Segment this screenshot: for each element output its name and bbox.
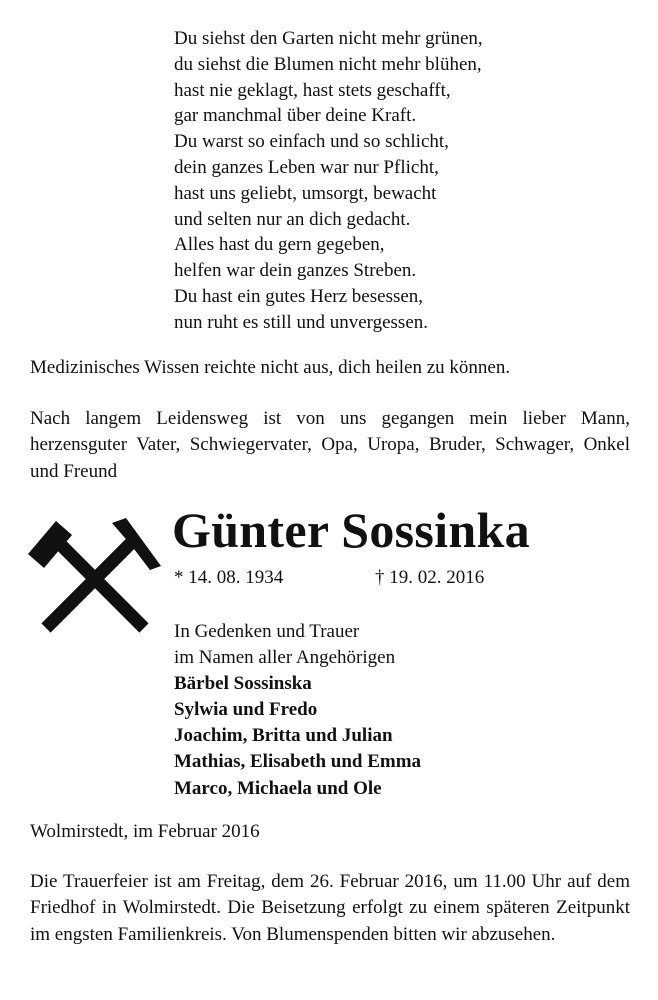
- family-member: Mathias, Elisabeth und Emma: [174, 751, 422, 773]
- birth-date: * 14. 08. 1934: [174, 567, 284, 588]
- poem-line: gar manchmal über deine Kraft.: [174, 105, 417, 127]
- family-member: Marco, Michaela und Ole: [174, 777, 382, 799]
- funeral-information: Die Trauerfeier ist am Freitag, dem 26. Februar 2016, um 11.00 Uhr auf dem Friedhof in Wolmirstedt. Die Beisetzung erfolgt zu einem späteren Zeitpunkt im engsten Familienkreis. Von Blumenspenden bitten wir abzusehen.: [30, 871, 630, 945]
- deceased-name: Günter Sossinka: [172, 502, 530, 558]
- mourners-intro-line: In Gedenken und Trauer: [174, 621, 360, 642]
- poem-line: Du siehst den Garten nicht mehr grünen,: [174, 28, 483, 49]
- hammer-and-pick-icon: [28, 518, 163, 636]
- poem-line: Du warst so einfach und so schlicht,: [174, 131, 449, 153]
- poem-line: du siehst die Blumen nicht mehr blühen,: [174, 53, 482, 75]
- death-date: † 19. 02. 2016: [375, 567, 485, 588]
- family-member: Sylwia und Fredo: [174, 699, 318, 721]
- poem-line: dein ganzes Leben war nur Pflicht,: [174, 156, 439, 178]
- poem-line: hast uns geliebt, umsorgt, bewacht: [174, 182, 437, 204]
- place-and-date: Wolmirstedt, im Februar 2016: [30, 821, 260, 842]
- poem-line: Alles hast du gern gegeben,: [174, 234, 385, 256]
- memorial-poem: [174, 26, 483, 336]
- poem-line: und selten nur an dich gedacht.: [174, 208, 411, 230]
- mourners-block: [174, 619, 421, 802]
- family-member: Joachim, Britta und Julian: [174, 725, 393, 747]
- family-member: Bärbel Sossinska: [174, 673, 312, 695]
- poem-line: helfen war dein ganzes Streben.: [174, 260, 417, 282]
- death-announcement-text: Nach langem Leidensweg ist von uns gegangen mein lieber Mann, herzensguter Vater, Schwiegervater, Opa, Uropa, Bruder, Schwager, Onkel und Freund: [30, 408, 630, 482]
- poem-line: Du hast ein gutes Herz besessen,: [174, 285, 424, 307]
- mourners-intro-line: im Namen aller Angehörigen: [174, 647, 396, 669]
- medical-note: Medizinisches Wissen reichte nicht aus, dich heilen zu können.: [30, 357, 511, 378]
- poem-line: hast nie geklagt, hast stets geschafft,: [174, 79, 451, 101]
- poem-line: nun ruht es still und unvergessen.: [174, 311, 429, 333]
